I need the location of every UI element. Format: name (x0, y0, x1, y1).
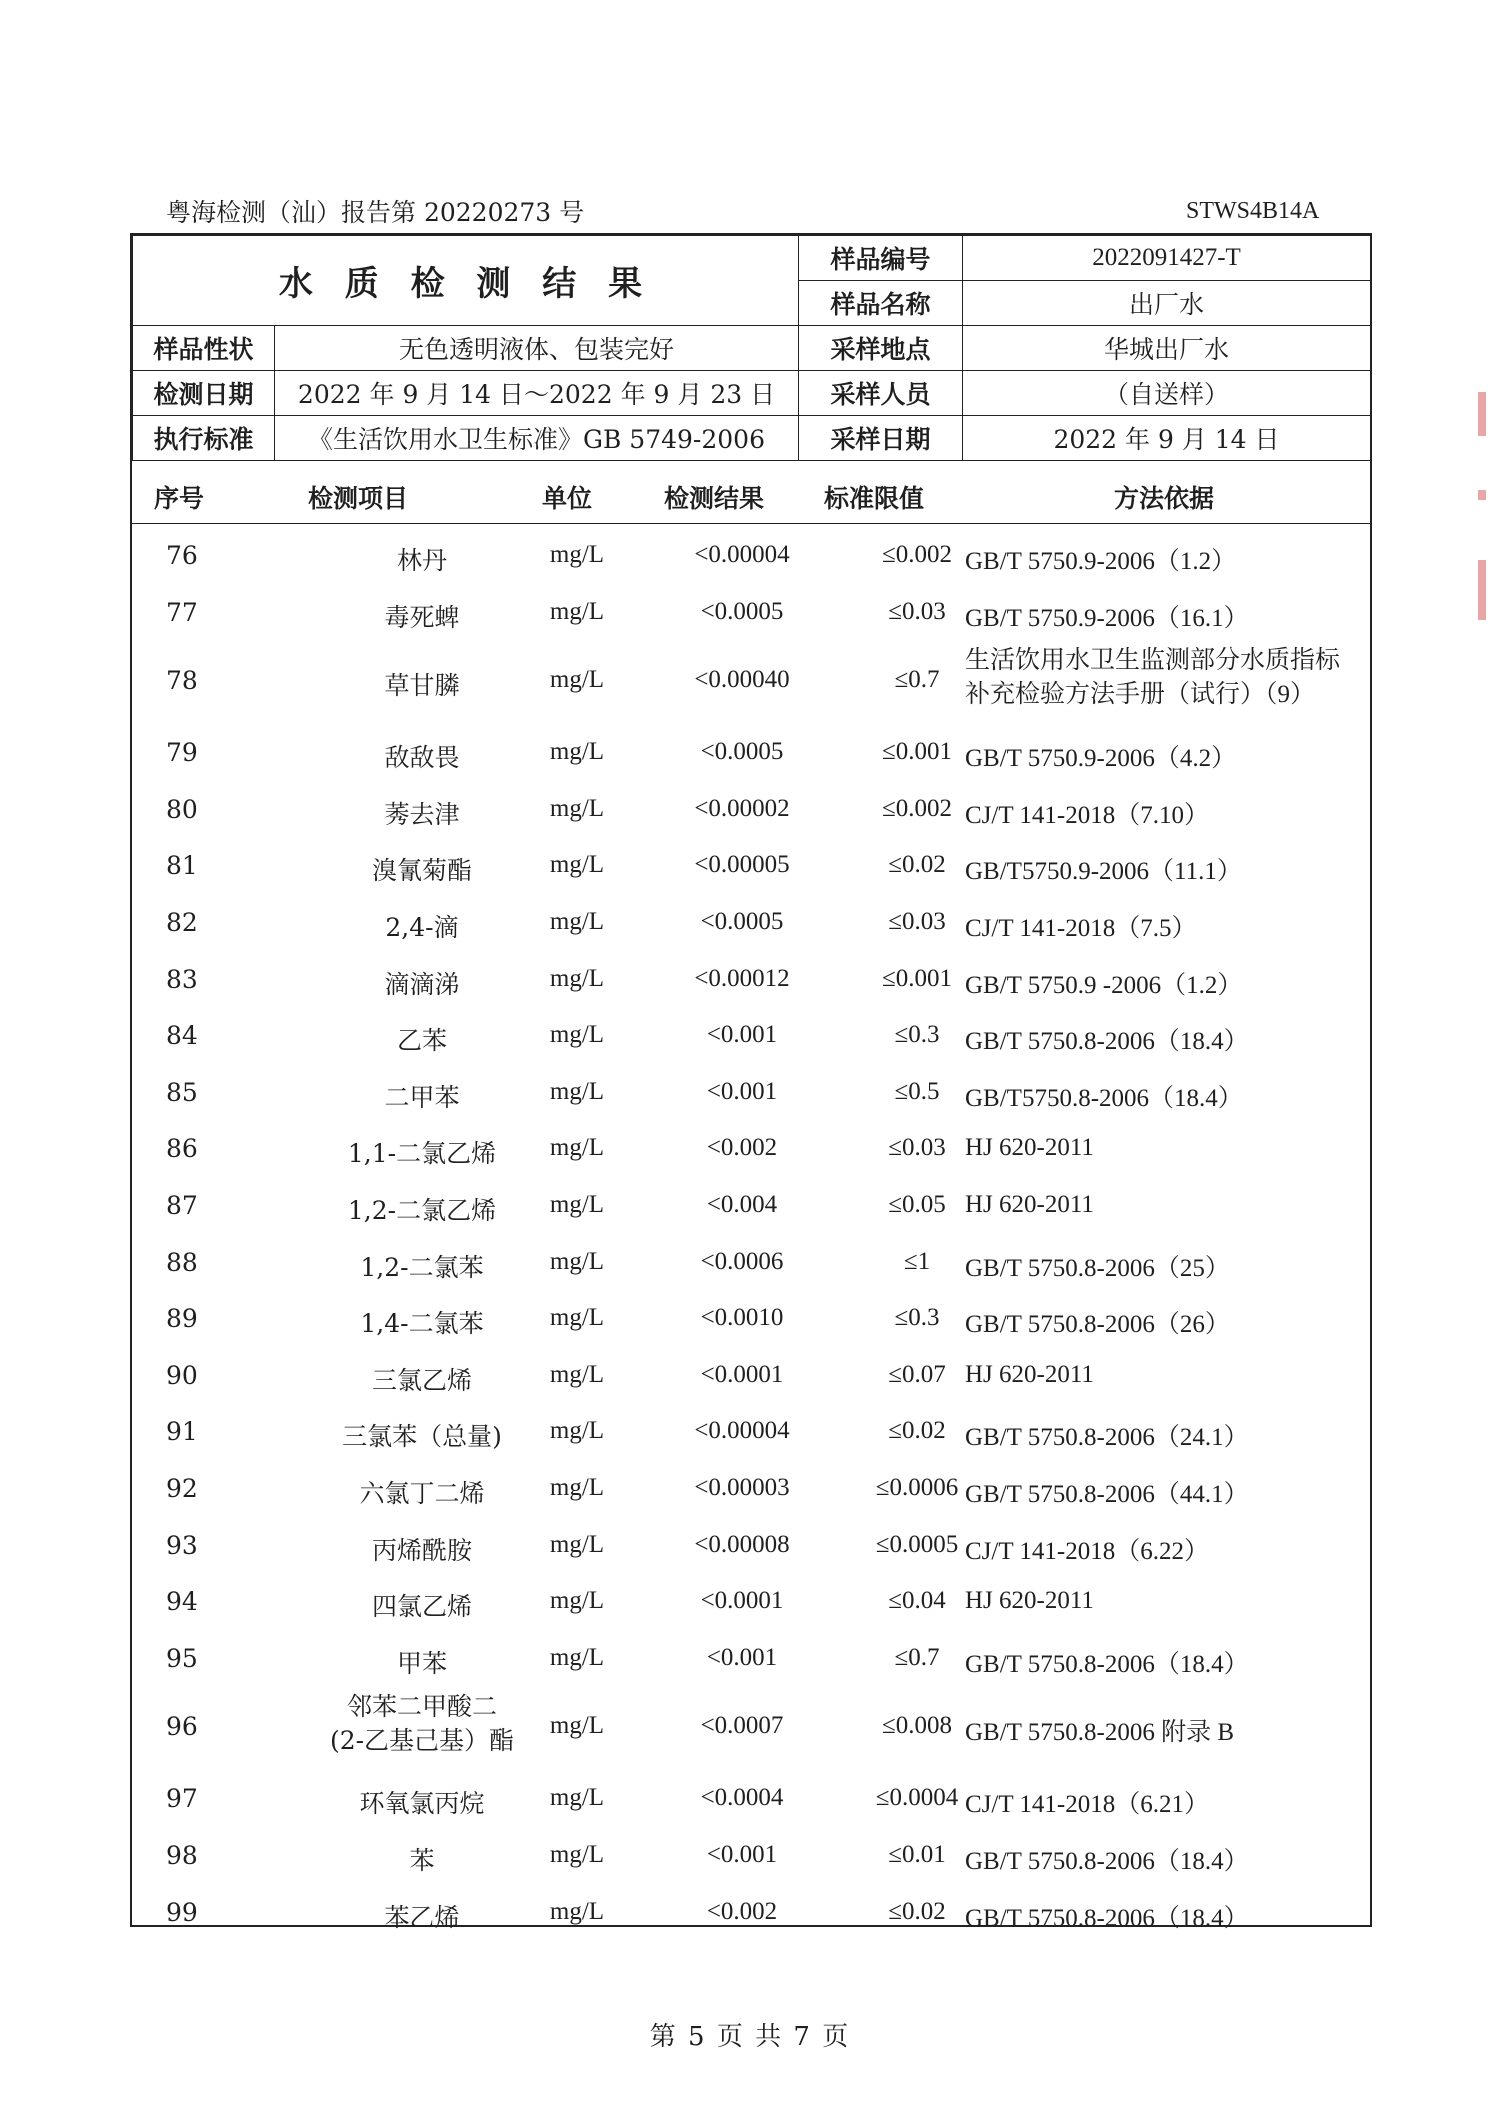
limit-cell: ≤0.3 (894, 1021, 940, 1049)
sampler-label: 采样人员 (799, 371, 963, 416)
limit-cell: ≤0.04 (888, 1587, 946, 1615)
unit-cell: mg/L (549, 1304, 605, 1332)
sample-date-value: 2022 年 9 月 14 日 (963, 416, 1371, 461)
item-cell: 林丹 (396, 546, 447, 575)
result-cell: <0.00012 (694, 964, 790, 992)
limit-cell: ≤0.03 (888, 908, 946, 935)
unit-cell: mg/L (549, 1247, 605, 1275)
standard-label: 执行标准 (133, 416, 275, 461)
seq-cell: 83 (166, 964, 198, 994)
table-row (132, 1234, 1370, 1290)
form-code: STWS4B14A (1186, 198, 1320, 224)
table-row (132, 1120, 1370, 1176)
result-cell: <0.00040 (694, 666, 790, 694)
column-header-row (132, 467, 1370, 524)
method-cell: GB/T 5750.8-2006（25） (965, 1254, 1230, 1282)
seq-cell: 96 (166, 1712, 198, 1742)
limit-cell: ≤0.02 (888, 1417, 946, 1445)
seq-cell: 81 (166, 851, 198, 881)
seq-cell: 98 (166, 1841, 198, 1870)
result-cell: <0.001 (706, 1077, 778, 1105)
sample-info-table (132, 235, 1371, 461)
table-row (132, 724, 1370, 780)
page-indicator: 第 5 页 共 7 页 (649, 2022, 851, 2052)
method-cell: GB/T 5750.8-2006（18.4） (965, 1904, 1249, 1932)
unit-cell: mg/L (549, 1784, 605, 1812)
table-row (132, 781, 1370, 837)
method-cell: GB/T 5750.8-2006 附录 B (965, 1719, 1234, 1747)
table-row (132, 1290, 1370, 1346)
table-row (132, 1770, 1370, 1826)
item-cell: 滴滴涕 (384, 969, 460, 999)
sample-name-label: 样品名称 (799, 281, 963, 326)
method-cell: CJ/T 141-2018（6.22） (965, 1537, 1209, 1565)
method-cell: GB/T 5750.8-2006（24.1） (965, 1424, 1249, 1452)
result-cell: <0.0004 (700, 1784, 784, 1812)
method-cell: GB/T 5750.8-2006（18.4） (965, 1028, 1249, 1056)
method-cell: GB/T 5750.9-2006（16.1） (965, 604, 1249, 632)
location-value: 华城出厂水 (963, 326, 1371, 371)
limit-cell: ≤0.3 (894, 1304, 940, 1332)
seq-cell: 86 (166, 1134, 198, 1164)
item-cell: 乙苯 (396, 1026, 447, 1056)
seq-cell: 94 (166, 1587, 198, 1617)
seq-cell: 88 (166, 1247, 198, 1277)
item-cell: 环氧氯丙烷 (359, 1789, 485, 1819)
sample-no-label: 样品编号 (799, 236, 963, 281)
limit-cell: ≤0.002 (882, 794, 952, 822)
limit-cell: ≤0.5 (894, 1077, 940, 1105)
limit-cell: ≤0.03 (888, 597, 946, 625)
item-cell: 毒死蜱 (384, 602, 460, 632)
table-row (132, 1347, 1370, 1403)
limit-cell: ≤0.7 (894, 666, 940, 694)
report-number: 粤海检测（汕）报告第 20220273 号 (166, 198, 585, 227)
result-cell: <0.0007 (700, 1712, 784, 1740)
table-row (132, 1884, 1370, 1940)
method-cell: GB/T 5750.8-2006（18.4） (965, 1848, 1249, 1875)
item-cell-line1: 邻苯二甲酸二 (346, 1692, 497, 1722)
item-cell: 四氯乙烯 (371, 1592, 472, 1622)
result-cell: <0.001 (706, 1643, 778, 1671)
test-date-value: 2022 年 9 月 14 日～2022 年 9 月 23 日 (275, 371, 799, 416)
seq-cell: 91 (166, 1417, 198, 1447)
result-cell: <0.002 (706, 1897, 778, 1925)
table-row (132, 527, 1370, 583)
limit-cell: ≤0.0004 (875, 1784, 959, 1812)
limit-cell: ≤0.02 (888, 1897, 946, 1925)
result-cell: <0.00005 (694, 851, 790, 879)
result-cell: <0.0001 (700, 1587, 784, 1615)
limit-cell: ≤0.008 (882, 1712, 952, 1740)
item-cell: 六氯丁二烯 (359, 1479, 485, 1508)
unit-cell: mg/L (549, 738, 605, 766)
property-value: 无色透明液体、包装完好 (275, 326, 799, 371)
red-stamp-fragment (1478, 392, 1486, 436)
method-cell: HJ 620-2011 (965, 1587, 1094, 1615)
result-cell: <0.0006 (700, 1247, 784, 1275)
method-cell: CJ/T 141-2018（7.10） (965, 801, 1209, 829)
table-row (132, 1630, 1370, 1686)
method-cell: GB/T 5750.9 -2006（1.2） (965, 971, 1243, 999)
sample-name-value: 出厂水 (963, 281, 1371, 326)
item-cell: 苯 (409, 1846, 435, 1875)
unit-cell: mg/L (549, 666, 605, 694)
table-row (132, 894, 1370, 950)
table-title: 水 质 检 测 结 果 (133, 236, 799, 326)
seq-cell: 92 (166, 1474, 198, 1503)
seq-cell: 78 (166, 666, 198, 696)
method-cell-line1: 生活饮用水卫生监测部分水质指标 (965, 647, 1341, 675)
table-row (132, 640, 1370, 724)
result-cell: <0.00003 (694, 1474, 790, 1501)
table-row (132, 1827, 1370, 1883)
red-stamp-fragment (1478, 490, 1486, 500)
col-limit: 标准限值 (824, 484, 925, 513)
unit-cell: mg/L (549, 964, 605, 992)
item-cell: 莠去津 (384, 799, 460, 829)
method-cell: GB/T 5750.9-2006（4.2） (965, 745, 1237, 773)
unit-cell: mg/L (549, 1474, 605, 1501)
location-label: 采样地点 (799, 326, 963, 371)
unit-cell: mg/L (549, 541, 605, 568)
sample-date-label: 采样日期 (799, 416, 963, 461)
method-cell: GB/T 5750.8-2006（26） (965, 1311, 1230, 1339)
seq-cell: 97 (166, 1784, 198, 1814)
method-cell: HJ 620-2011 (965, 1191, 1094, 1218)
unit-cell: mg/L (549, 1021, 605, 1049)
seq-cell: 82 (166, 908, 198, 937)
item-cell: 1,1-二氯乙烯 (347, 1139, 497, 1169)
test-date-label: 检测日期 (133, 371, 275, 416)
unit-cell: mg/L (549, 1191, 605, 1218)
seq-cell: 87 (166, 1191, 198, 1220)
seq-cell: 89 (166, 1304, 198, 1334)
limit-cell: ≤1 (903, 1247, 931, 1275)
table-row (132, 1403, 1370, 1459)
col-result: 检测结果 (664, 484, 765, 513)
seq-cell: 99 (166, 1897, 198, 1927)
limit-cell: ≤0.07 (888, 1360, 946, 1388)
method-cell: GB/T5750.9-2006（11.1） (965, 858, 1242, 886)
table-row (132, 837, 1370, 893)
col-item: 检测项目 (308, 484, 409, 513)
method-cell: HJ 620-2011 (965, 1134, 1094, 1162)
unit-cell: mg/L (549, 1897, 605, 1925)
item-cell: 敌敌畏 (384, 743, 460, 773)
item-cell: 三氯乙烯 (371, 1365, 472, 1395)
item-cell: 溴氰菊酯 (371, 856, 472, 886)
item-cell: 甲苯 (396, 1648, 447, 1678)
seq-cell: 80 (166, 794, 198, 824)
table-row (132, 1460, 1370, 1516)
table-row (132, 584, 1370, 640)
unit-cell: mg/L (549, 1841, 605, 1868)
seq-cell: 95 (166, 1643, 198, 1673)
result-cell: <0.00004 (694, 1417, 790, 1445)
col-seq: 序号 (154, 484, 205, 513)
method-cell-line2: 补充检验方法手册（试行）（9） (965, 681, 1316, 709)
limit-cell: ≤0.03 (888, 1134, 946, 1162)
unit-cell: mg/L (549, 1134, 605, 1162)
limit-cell: ≤0.002 (882, 541, 952, 568)
result-cell: <0.00008 (694, 1530, 790, 1558)
item-cell-line2: (2-乙基己基）酯 (329, 1726, 515, 1756)
unit-cell: mg/L (549, 794, 605, 822)
result-cell: <0.00004 (694, 541, 790, 568)
seq-cell: 84 (166, 1021, 198, 1051)
result-cell: <0.0005 (700, 738, 784, 766)
red-stamp-fragment (1478, 560, 1486, 620)
seq-cell: 93 (166, 1530, 198, 1560)
standard-value: 《生活饮用水卫生标准》GB 5749-2006 (275, 416, 799, 461)
seq-cell: 85 (166, 1077, 198, 1107)
unit-cell: mg/L (549, 908, 605, 935)
unit-cell: mg/L (549, 851, 605, 879)
table-row (132, 1686, 1370, 1770)
unit-cell: mg/L (549, 1417, 605, 1445)
unit-cell: mg/L (549, 1077, 605, 1105)
unit-cell: mg/L (549, 1643, 605, 1671)
unit-cell: mg/L (549, 1712, 605, 1740)
method-cell: GB/T5750.8-2006（18.4） (965, 1084, 1243, 1112)
limit-cell: ≤0.7 (894, 1643, 940, 1671)
limit-cell: ≤0.0006 (875, 1474, 959, 1501)
col-unit: 单位 (542, 484, 593, 513)
method-cell: GB/T 5750.8-2006（18.4） (965, 1650, 1249, 1678)
item-cell: 1,2-二氯乙烯 (347, 1196, 497, 1225)
seq-cell: 90 (166, 1360, 198, 1390)
item-cell: 二甲苯 (384, 1082, 460, 1112)
limit-cell: ≤0.02 (888, 851, 946, 879)
unit-cell: mg/L (549, 1530, 605, 1558)
sample-no-value: 2022091427-T (963, 236, 1371, 281)
method-cell (965, 644, 1340, 712)
result-cell: <0.0010 (700, 1304, 784, 1332)
item-cell: 三氯苯（总量) (342, 1422, 502, 1452)
sampler-value: （自送样） (963, 371, 1371, 416)
result-table-frame (130, 233, 1372, 1932)
item-cell: 草甘膦 (384, 671, 460, 701)
item-cell: 1,4-二氯苯 (360, 1309, 484, 1339)
unit-cell: mg/L (549, 597, 605, 625)
table-row (132, 1573, 1370, 1629)
unit-cell: mg/L (549, 1360, 605, 1388)
result-cell: <0.001 (706, 1841, 778, 1868)
limit-cell: ≤0.0005 (875, 1530, 959, 1558)
seq-cell: 76 (166, 541, 198, 570)
limit-cell: ≤0.05 (888, 1191, 946, 1218)
method-cell: CJ/T 141-2018（6.21） (965, 1791, 1209, 1819)
method-cell: CJ/T 141-2018（7.5） (965, 915, 1197, 942)
limit-cell: ≤0.001 (882, 738, 952, 766)
result-cell: <0.0001 (700, 1360, 784, 1388)
table-row (132, 951, 1370, 1007)
method-cell: GB/T 5750.9-2006（1.2） (965, 548, 1237, 575)
col-method: 方法依据 (1114, 484, 1215, 513)
limit-cell: ≤0.01 (888, 1841, 946, 1868)
item-cell: 2,4-滴 (385, 913, 459, 942)
item-cell: 丙烯酰胺 (371, 1535, 472, 1565)
table-row (132, 1064, 1370, 1120)
seq-cell: 77 (166, 597, 198, 627)
result-cell: <0.0005 (700, 597, 784, 625)
method-cell: HJ 620-2011 (965, 1360, 1094, 1388)
item-cell: 1,2-二氯苯 (360, 1252, 484, 1282)
table-row (132, 1517, 1370, 1573)
property-label: 样品性状 (133, 326, 275, 371)
item-cell: 苯乙烯 (384, 1902, 460, 1932)
result-cell: <0.00002 (694, 794, 790, 822)
method-cell: GB/T 5750.8-2006（44.1） (965, 1481, 1249, 1508)
result-cell: <0.001 (706, 1021, 778, 1049)
result-cell: <0.002 (706, 1134, 778, 1162)
limit-cell: ≤0.001 (882, 964, 952, 992)
table-row (132, 1177, 1370, 1233)
result-cell: <0.004 (706, 1191, 778, 1218)
seq-cell: 79 (166, 738, 198, 768)
result-cell: <0.0005 (700, 908, 784, 935)
unit-cell: mg/L (549, 1587, 605, 1615)
table-row (132, 1007, 1370, 1063)
